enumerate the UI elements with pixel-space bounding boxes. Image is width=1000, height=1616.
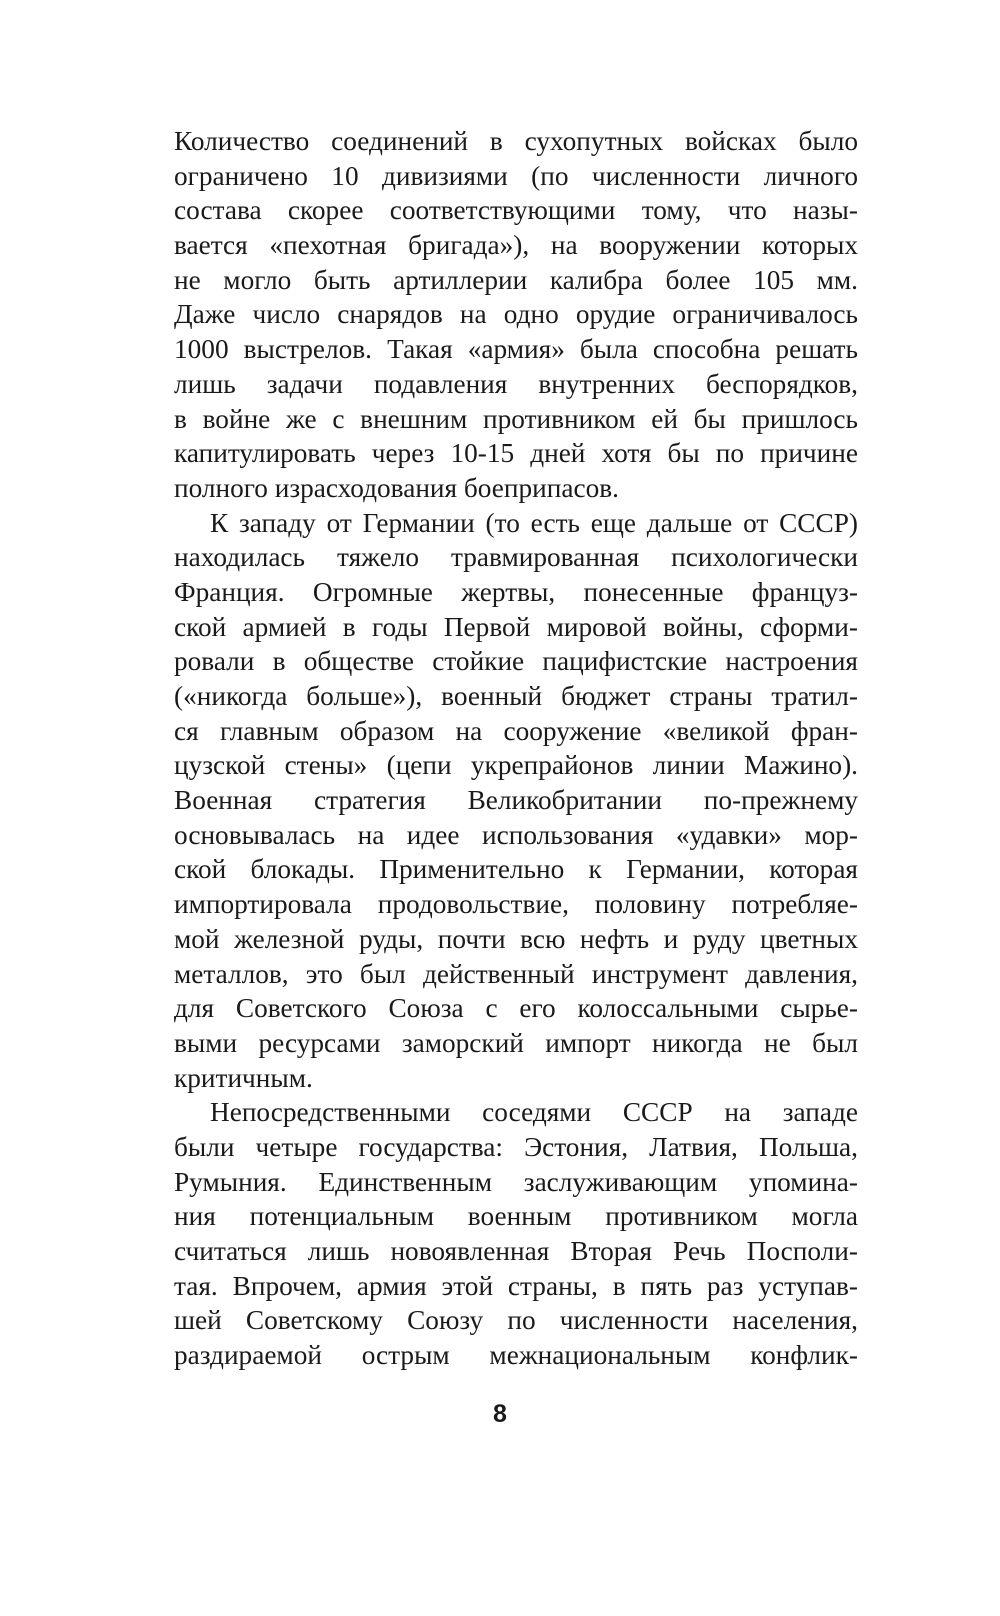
text-line: («никогда больше»), военный бюджет страны тратил- xyxy=(174,681,858,711)
text-line: мой железной руды, почти всю нефть и руду цветных xyxy=(174,923,858,954)
text-line: 1000 выстрелов. Такая «армия» была способна решать xyxy=(174,334,858,365)
text-line: лишь задачи подавления внутренних беспорядков, xyxy=(174,368,858,399)
page-number: 8 xyxy=(493,1400,507,1428)
text-line: ской блокады. Применительно к Германии, которая xyxy=(174,854,858,885)
text-line: тая. Впрочем, армия этой страны, в пять раз уступав- xyxy=(174,1270,858,1301)
text-line: вается «пехотная бригада»), на вооружении которых xyxy=(174,230,858,261)
text-line: капитулировать через 10-15 дней хотя бы по причине xyxy=(174,438,858,469)
text-line: шей Советскому Союзу по численности населения, xyxy=(174,1305,858,1336)
text-line: Даже число снарядов на одно орудие ограничивалось xyxy=(174,299,858,330)
text-line: для Советского Союза с его колоссальными сырье- xyxy=(174,993,858,1024)
text-line: состава скорее соответствующими тому, что назы- xyxy=(174,195,858,226)
text-line: ограничено 10 дивизиями (по численности личного xyxy=(174,160,858,191)
page-body xyxy=(174,124,858,1373)
paragraph-2 xyxy=(174,506,858,1096)
text-line: не могло быть артиллерии калибра более 105 мм. xyxy=(174,264,858,295)
paragraph-1 xyxy=(174,124,858,506)
text-line: раздираемой острым межнациональным конфлик- xyxy=(174,1340,858,1371)
text-line: считаться лишь новоявленная Вторая Речь Посполи- xyxy=(174,1236,858,1266)
text-line: Военная стратегия Великобритании по-прежнему xyxy=(174,785,858,816)
text-line: Франция. Огромные жертвы, понесенные француз- xyxy=(174,576,858,607)
text-line: критичным. xyxy=(174,1062,313,1093)
text-line: полного израсходования боеприпасов. xyxy=(174,472,619,503)
text-line: Непосредственными соседями СССР на западе xyxy=(210,1097,858,1128)
text-line: цузской стены» (цепи укрепрайонов линии Мажино). xyxy=(174,750,858,781)
text-line: основывалась на идее использования «удавки» мор- xyxy=(174,819,858,850)
text-line: ся главным образом на сооружение «великой фран- xyxy=(174,715,858,746)
text-line: находилась тяжело травмированная психологически xyxy=(174,542,858,573)
text-line: были четыре государства: Эстония, Латвия, Польша, xyxy=(174,1131,858,1162)
text-line: К западу от Германии (то есть еще дальше от СССР) xyxy=(210,507,858,538)
text-line: ровали в обществе стойкие пацифистские настроения xyxy=(174,646,858,677)
text-line: металлов, это был действенный инструмент давления, xyxy=(174,958,858,989)
text-line: импортировала продовольствие, половину потребляе- xyxy=(174,889,858,920)
text-line: ской армией в годы Первой мировой войны, сформи- xyxy=(174,611,858,642)
paragraph-3 xyxy=(174,1095,858,1373)
text-line: Румыния. Единственным заслуживающим упомина- xyxy=(174,1166,858,1197)
text-line: выми ресурсами заморский импорт никогда не был xyxy=(174,1027,858,1058)
text-line: Количество соединений в сухопутных войсках было xyxy=(174,126,858,156)
text-line: ния потенциальным военным противником могла xyxy=(174,1201,858,1232)
text-line: в войне же с внешним противником ей бы пришлось xyxy=(174,403,858,434)
